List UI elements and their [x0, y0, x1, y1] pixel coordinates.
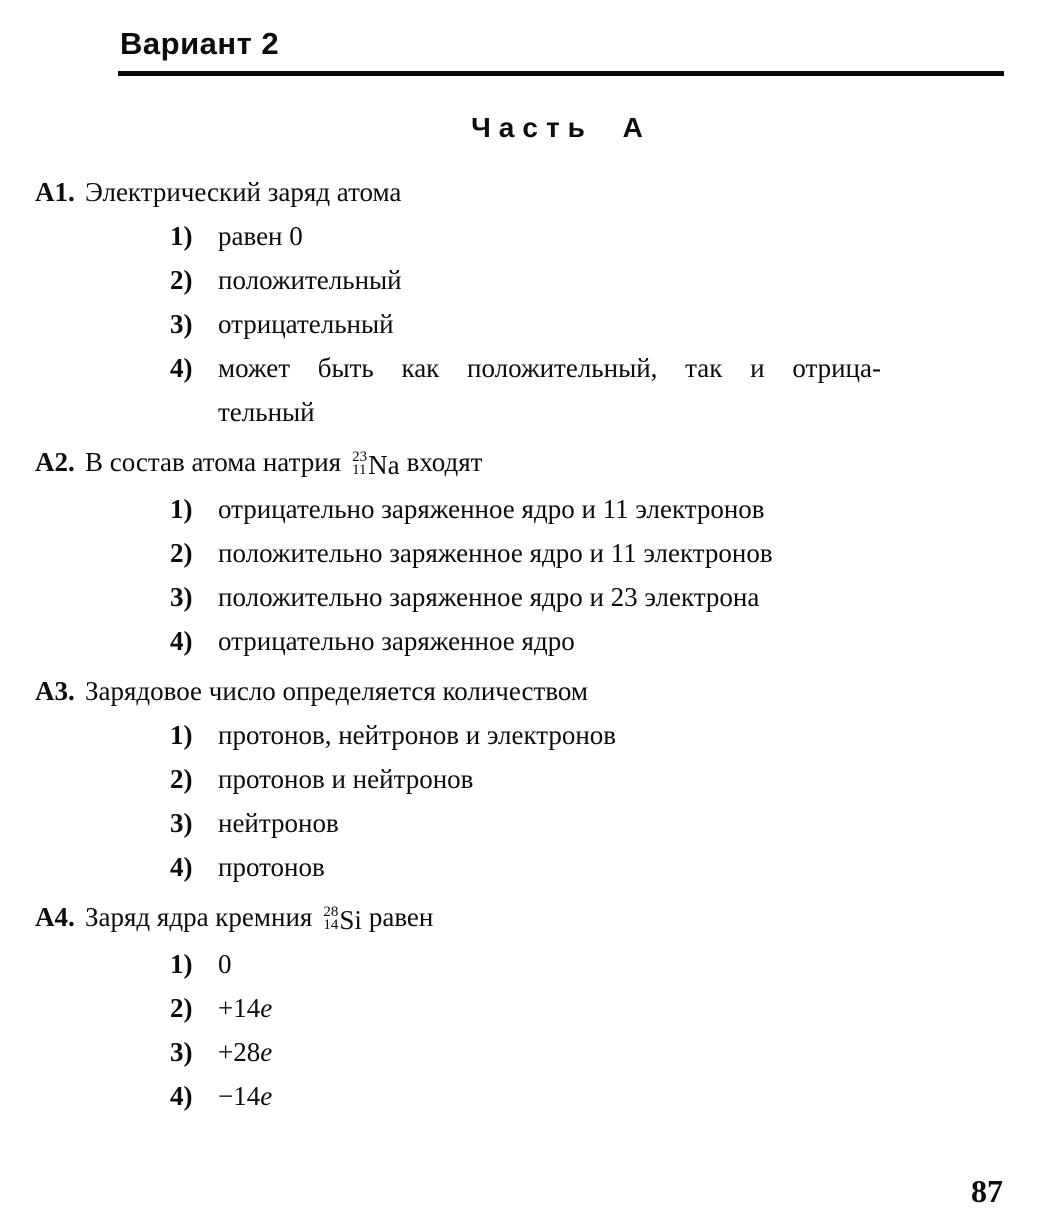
- option-number: 1): [170, 948, 193, 979]
- question-number: А4.: [35, 901, 75, 932]
- answer-options: [170, 487, 1061, 663]
- option-text: протонов: [218, 851, 325, 882]
- element-symbol: Si: [339, 904, 362, 935]
- stem-after: входят: [406, 447, 483, 477]
- question-head: [0, 895, 1061, 942]
- option-value: 0: [218, 948, 232, 979]
- part-title: Часть А: [471, 112, 651, 143]
- question-a4: [0, 895, 1061, 1118]
- option-text: отрицательно заряженное ядро и 11 электронов: [218, 493, 765, 524]
- answer-option: [170, 531, 1061, 575]
- option-text: протонов, нейтронов и электронов: [218, 719, 617, 750]
- answer-option: [170, 575, 1061, 619]
- answer-options: [170, 214, 1061, 434]
- answer-option: [170, 258, 1061, 302]
- atomic-number: 14: [323, 916, 339, 933]
- option-variable: e: [260, 1036, 273, 1067]
- option-number: 2): [170, 537, 193, 568]
- element-symbol: Na: [368, 449, 400, 480]
- option-text: [218, 986, 1061, 1030]
- option-text: [218, 942, 1061, 986]
- isotope-numbers: [323, 903, 339, 933]
- option-number: 2): [170, 992, 193, 1023]
- option-value: −14: [218, 1080, 261, 1111]
- option-number: 2): [170, 763, 193, 794]
- option-number: 4): [170, 625, 193, 656]
- scanned-test-page: [0, 26, 1061, 1209]
- option-text: нейтронов: [218, 807, 339, 838]
- question-text: [85, 440, 1061, 487]
- mass-number: 23: [352, 448, 368, 465]
- question-text: Зарядовое число определяется количеством: [85, 675, 588, 706]
- option-text: протонов и нейтронов: [218, 763, 474, 794]
- question-number: А2.: [35, 447, 75, 477]
- isotope-notation: [323, 898, 362, 942]
- option-text-line2: тельный: [218, 397, 315, 427]
- stem-before: В состав атома натрия: [85, 447, 342, 477]
- answer-option: [170, 757, 1061, 801]
- atomic-number: 11: [352, 461, 367, 478]
- isotope-notation: [352, 443, 399, 487]
- stem-before: Заряд ядра кремния: [85, 901, 313, 932]
- option-variable: e: [260, 992, 273, 1023]
- option-text: [218, 1030, 1061, 1074]
- question-number: А3.: [35, 675, 75, 706]
- stem-after: равен: [368, 901, 434, 932]
- option-number: 3): [170, 581, 193, 612]
- answer-option: [170, 986, 1061, 1030]
- option-value: +28: [218, 1036, 261, 1067]
- option-text: равен 0: [218, 221, 303, 251]
- answer-option: [170, 302, 1061, 346]
- question-text: [85, 895, 1061, 942]
- option-text-line1: может быть как положительный, так и отрица-: [218, 353, 881, 383]
- option-text: положительно заряженное ядро и 11 электронов: [218, 537, 773, 568]
- option-number: 1): [170, 493, 193, 524]
- option-text: [218, 1074, 1061, 1118]
- option-text: [218, 346, 1061, 434]
- option-value: +14: [218, 992, 261, 1023]
- option-number: 3): [170, 807, 193, 838]
- mass-number: 28: [323, 903, 339, 920]
- questions-list: [0, 170, 1061, 1118]
- option-number: 4): [170, 353, 193, 383]
- answer-option: [170, 845, 1061, 889]
- variant-title: Вариант 2: [120, 26, 280, 61]
- option-text: отрицательно заряженное ядро: [218, 625, 575, 656]
- option-number: 2): [170, 265, 193, 295]
- option-number: 3): [170, 1036, 193, 1067]
- question-head: [0, 440, 1061, 487]
- answer-option: [170, 346, 1061, 434]
- answer-option: [170, 942, 1061, 986]
- question-a2: [0, 440, 1061, 663]
- question-head: [0, 170, 1061, 214]
- option-number: 1): [170, 719, 193, 750]
- question-number: А1.: [35, 177, 75, 207]
- option-number: 4): [170, 1080, 193, 1111]
- isotope-numbers: [352, 448, 368, 478]
- answer-options: [170, 942, 1061, 1118]
- answer-option: [170, 713, 1061, 757]
- answer-option: [170, 1074, 1061, 1118]
- answer-option: [170, 214, 1061, 258]
- page-number: 87: [971, 1173, 1003, 1209]
- option-variable: e: [260, 1080, 273, 1111]
- question-a3: [0, 669, 1061, 889]
- answer-option: [170, 1030, 1061, 1074]
- option-text: отрицательный: [218, 309, 394, 339]
- answer-option: [170, 487, 1061, 531]
- option-text: положительный: [218, 265, 402, 295]
- question-text: Электрический заряд атома: [85, 177, 402, 207]
- answer-option: [170, 801, 1061, 845]
- answer-option: [170, 619, 1061, 663]
- question-a1: [0, 170, 1061, 434]
- part-title-wrap: [118, 76, 1004, 144]
- option-text: положительно заряженное ядро и 23 электрона: [218, 581, 760, 612]
- question-head: [0, 669, 1061, 713]
- option-number: 4): [170, 851, 193, 882]
- option-number: 3): [170, 309, 193, 339]
- answer-options: [170, 713, 1061, 889]
- option-number: 1): [170, 221, 193, 251]
